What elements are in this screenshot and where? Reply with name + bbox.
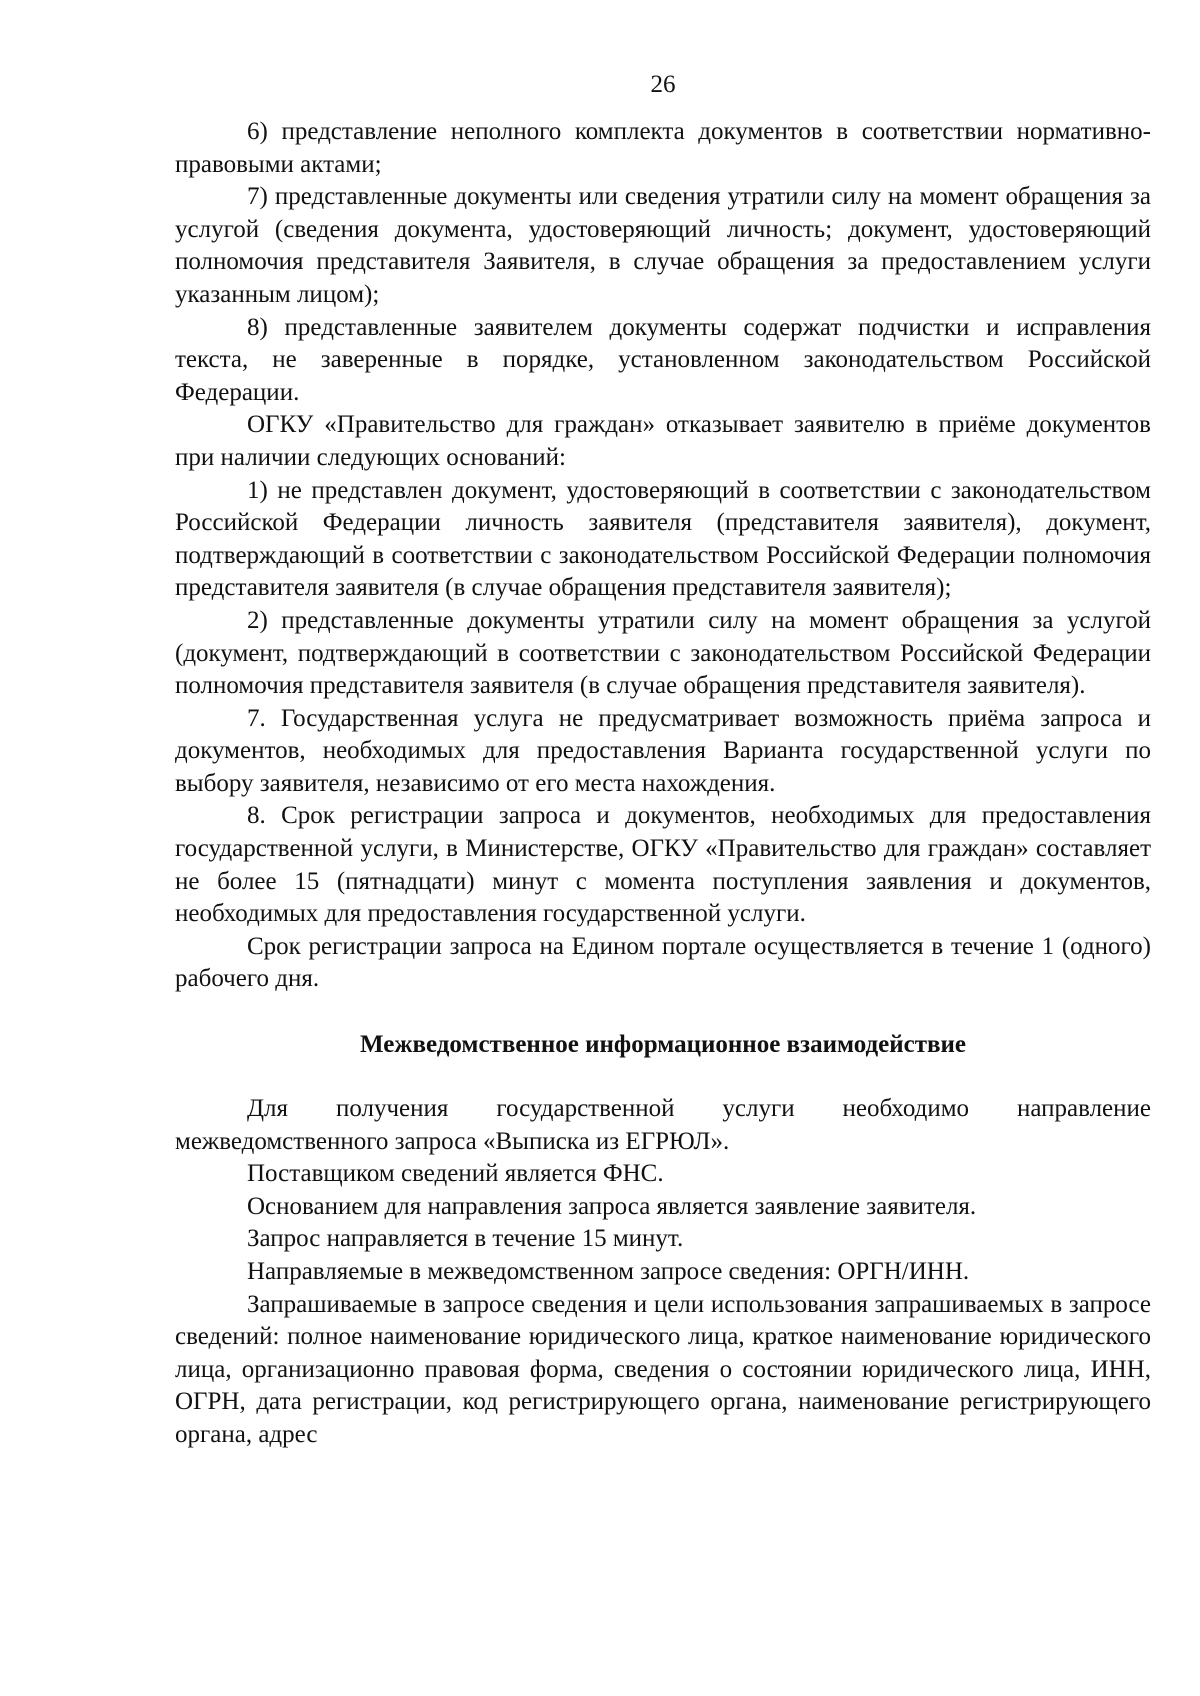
- refusal-intro-paragraph: ОГКУ «Правительство для граждан» отказывает заявителю в приёме документов при наличии следующих оснований:: [175, 411, 1151, 471]
- section-heading: Межведомственное информационное взаимодействие: [360, 1031, 966, 1059]
- clause-7: 7. Государственная услуга не предусматривает возможность приёма запроса и документов, необходимых для предоставления Варианта государственной услуги по выбору заявителя, независимо от его места нахождения.: [175, 704, 1151, 797]
- list-item-8: 8) представленные заявителем документы содержат подчистки и исправления текста, не заверенные в порядке, установленном законодательством Российской Федерации.: [175, 313, 1151, 406]
- request-timing-paragraph: Запрос направляется в течение 15 минут.: [247, 1225, 684, 1253]
- registration-term-paragraph: Срок регистрации запроса на Едином портале осуществляется в течение 1 (одного) рабочего дня.: [175, 932, 1151, 993]
- interagency-request-paragraph: Для получения государственной услуги необходимо направление межведомственного запроса «Выписка из ЕГРЮЛ».: [175, 1095, 1151, 1155]
- request-basis-paragraph: Основанием для направления запроса является заявление заявителя.: [247, 1192, 977, 1220]
- list-item-7: 7) представленные документы или сведения утратили силу на момент обращения за услугой (сведения документа, удостоверяющий личность; документ, удостоверяющий полномочия представителя Заявителя, в случае обращения за предоставлением услуги указанным лицом);: [175, 183, 1151, 308]
- data-provider-paragraph: Поставщиком сведений является ФНС.: [247, 1160, 664, 1188]
- refusal-item-2: 2) представленные документы утратили силу на момент обращения за услугой (документ, подтверждающий в соответствии с законодательством Российской Федерации полномочия представителя заявителя (в случае обращения представителя заявителя).: [175, 606, 1151, 700]
- page-number: 26: [650, 71, 676, 98]
- list-item-6: 6) представление неполного комплекта документов в соответствии нормативно-правовыми актами;: [175, 118, 1151, 178]
- sent-data-paragraph: Направляемые в межведомственном запросе сведения: ОРГН/ИНН.: [247, 1258, 970, 1285]
- clause-8: 8. Срок регистрации запроса и документов, необходимых для предоставления государственной услуги, в Министерстве, ОГКУ «Правительство для граждан» составляет не более 15 (пятнадцати) минут с момента поступления заявления и документов, необходимых для предоставления государственной услуги.: [175, 802, 1151, 928]
- requested-data-paragraph: Запрашиваемые в запросе сведения и цели использования запрашиваемых в запросе сведений: полное наименование юридического лица, краткое наименование юридического лица, организационно правовая форма, сведения о состоянии юридического лица, ИНН, ОГРН, дата регистрации, код регистрирующего органа, наименование регистрирующего органа, адрес: [175, 1290, 1151, 1448]
- document-page: [175, 70, 1151, 1452]
- refusal-item-1: 1) не представлен документ, удостоверяющий в соответствии с законодательством Российской Федерации личность заявителя (представителя заявителя), документ, подтверждающий в соответствии с законодательством Российской Федерации полномочия представителя заявителя (в случае обращения представителя заявителя);: [175, 476, 1151, 602]
